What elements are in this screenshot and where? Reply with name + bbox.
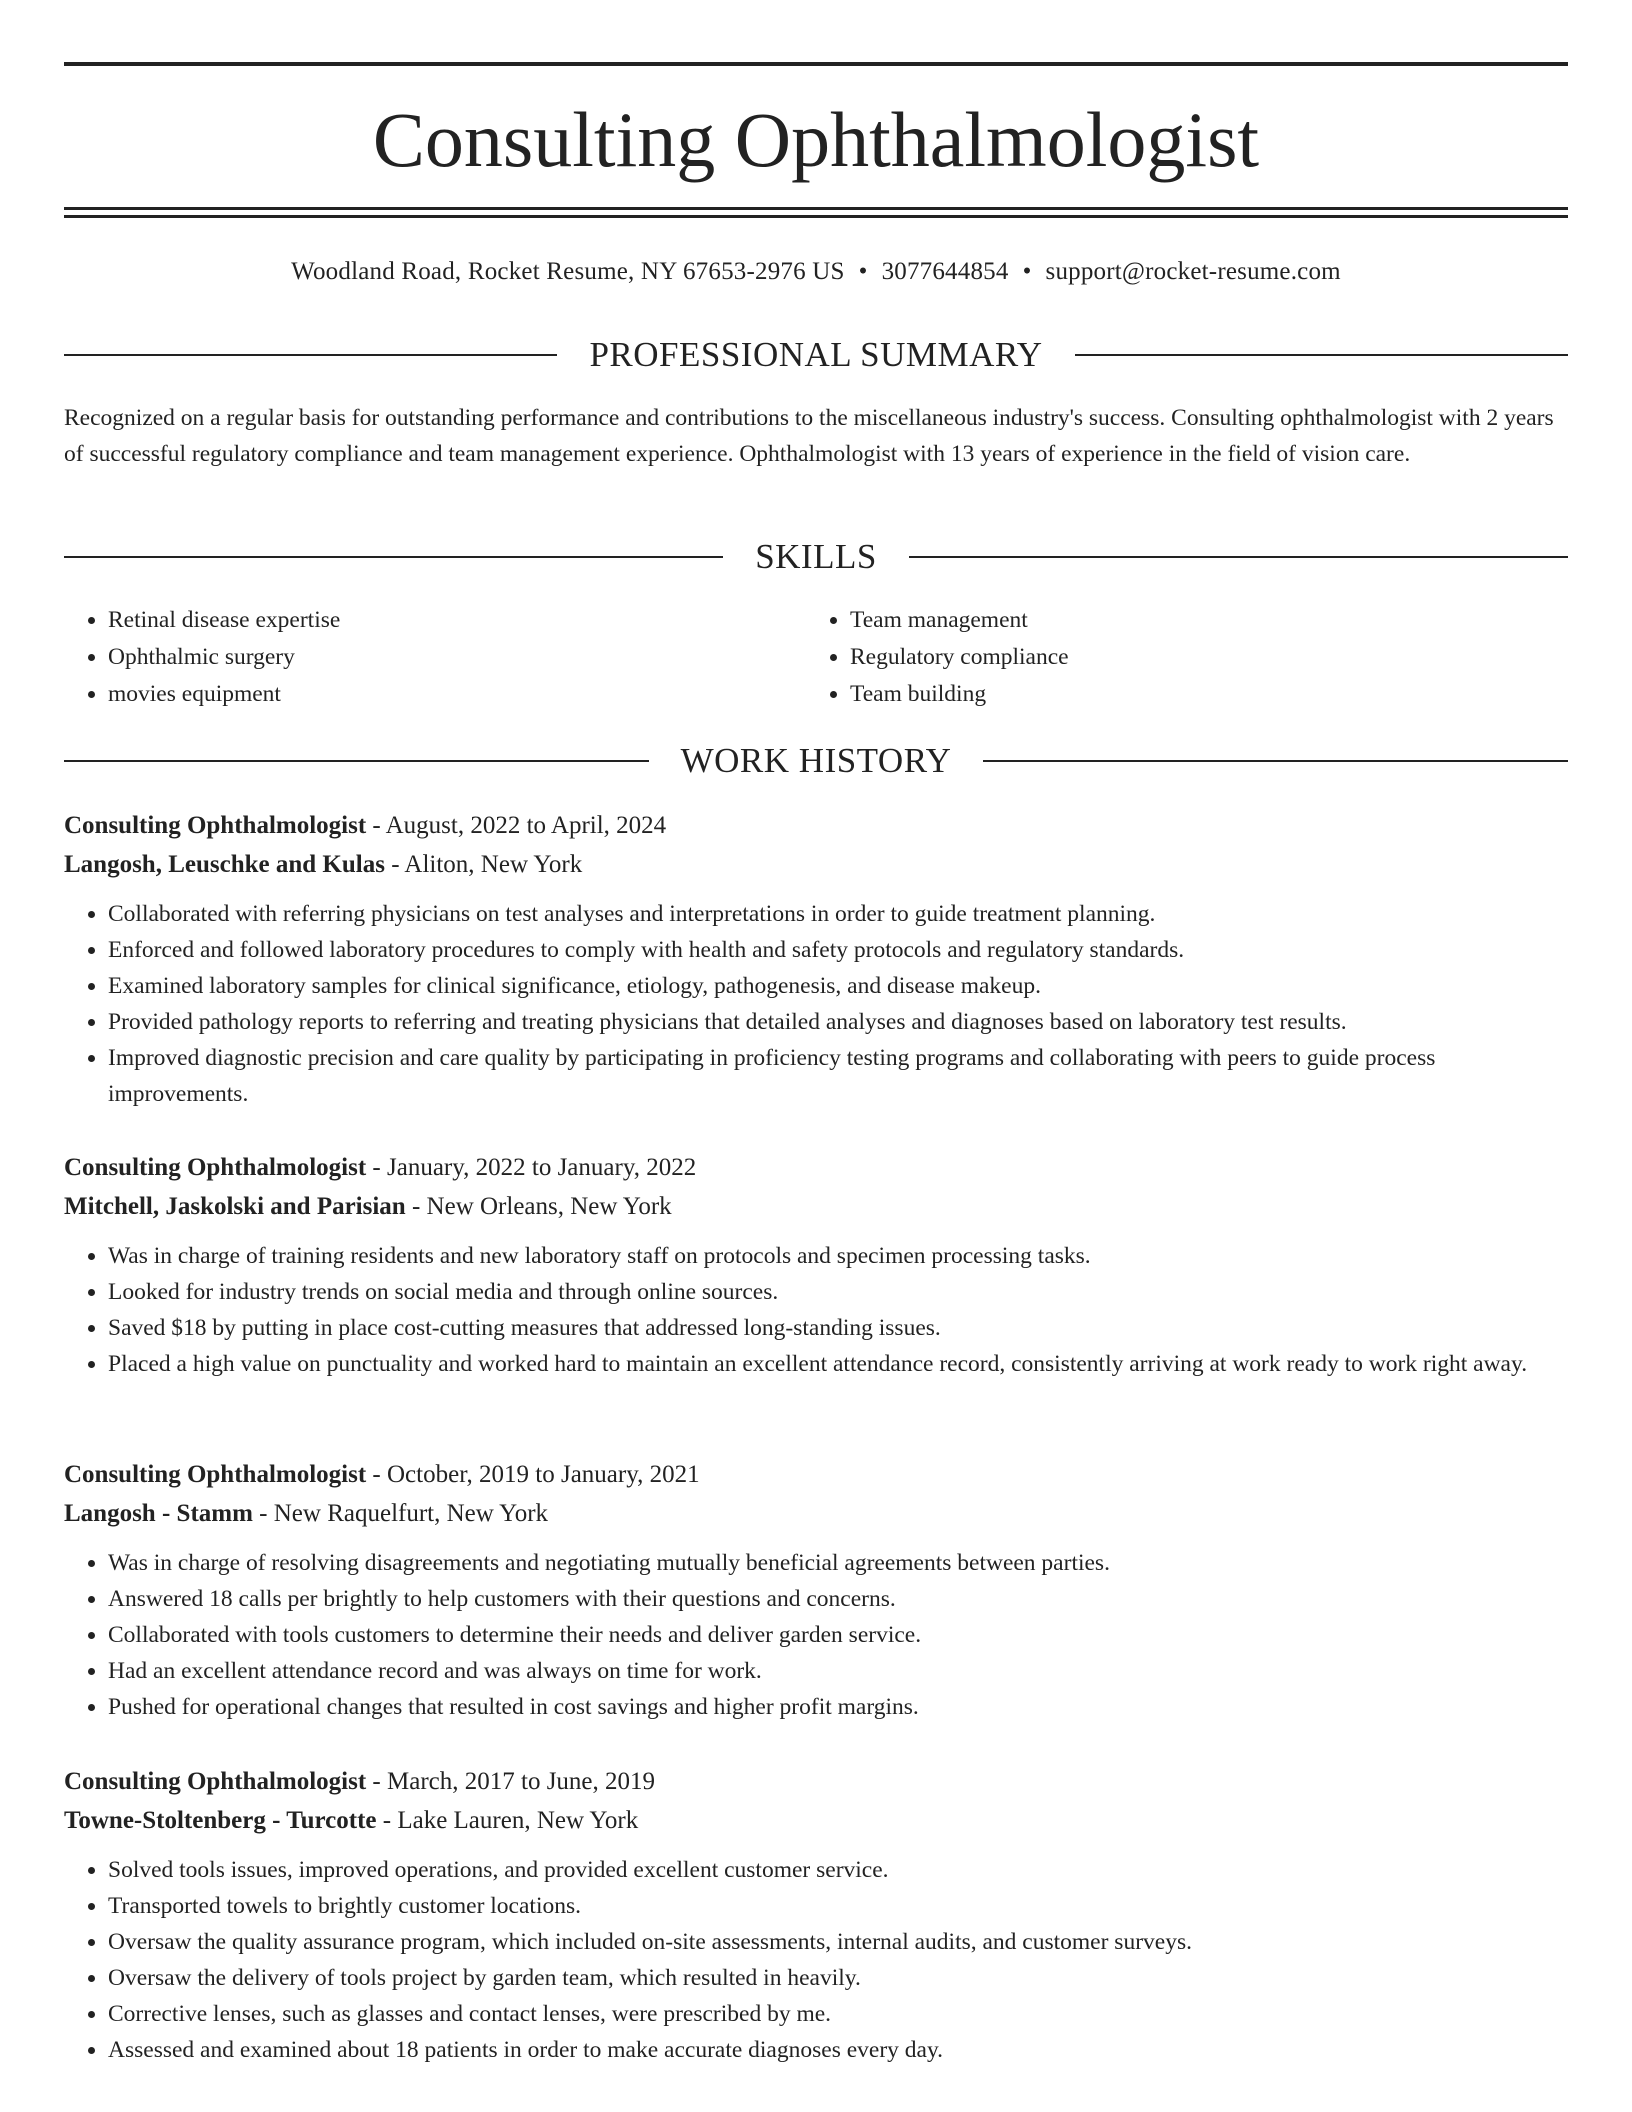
heading-rule-left — [64, 556, 723, 558]
job-dates: - January, 2022 to January, 2022 — [366, 1154, 697, 1181]
job-duty: • Was in charge of resolving disagreements and negotiating mutually beneficial agreements between parties. — [108, 1545, 1568, 1581]
job-entry — [64, 1148, 1568, 1382]
job-company-line — [64, 1801, 1568, 1840]
skill-item: • Regulatory compliance — [850, 639, 1548, 676]
job-title: Consulting Ophthalmologist — [64, 1154, 367, 1181]
job-company-line — [64, 845, 1568, 884]
skill-item: • Team management — [850, 602, 1548, 639]
contact-separator: • — [858, 258, 868, 285]
job-duty: • Solved tools issues, improved operations, and provided excellent customer service. — [108, 1852, 1568, 1888]
job-company-line — [64, 1187, 1568, 1226]
job-location: - New Raquelfurt, New York — [252, 1500, 549, 1527]
job-duty: • Enforced and followed laboratory procedures to comply with health and safety protocols and regulatory standards. — [108, 932, 1568, 968]
skill-item: • Team building — [850, 676, 1548, 713]
skill-item: • movies equipment — [108, 676, 806, 713]
contact-email[interactable]: support@rocket-resume.com — [1045, 258, 1341, 285]
heading-label: WORK HISTORY — [680, 741, 952, 780]
job-entry — [64, 1455, 1568, 1725]
job-dates: - March, 2017 to June, 2019 — [366, 1768, 656, 1795]
job-duty: • Saved $18 by putting in place cost-cutting measures that addressed long-standing issues. — [108, 1310, 1568, 1346]
job-company-line — [64, 1494, 1568, 1533]
top-rule — [64, 62, 1568, 66]
job-company: Mitchell, Jaskolski and Parisian — [64, 1193, 406, 1220]
heading-rule-right — [909, 556, 1568, 558]
job-entry — [64, 1762, 1568, 2068]
job-title-line — [64, 1455, 1568, 1494]
job-duties — [64, 1238, 1568, 1382]
job-title: Consulting Ophthalmologist — [64, 1461, 367, 1488]
skills-column-left — [64, 602, 806, 713]
skills-list — [64, 602, 1568, 713]
job-duty: • Collaborated with referring physicians on test analyses and interpretations in order to guide treatment planning. — [108, 896, 1568, 932]
contact-separator: • — [1022, 258, 1032, 285]
job-duty: • Answered 18 calls per brightly to help customers with their questions and concerns. — [108, 1581, 1568, 1617]
job-duty: • Looked for industry trends on social media and through online sources. — [108, 1274, 1568, 1310]
section-heading-summary — [64, 333, 1568, 377]
heading-rule-right — [983, 760, 1568, 762]
summary-text: Recognized on a regular basis for outstanding performance and contributions to the miscellaneous industry's success. Consulting ophthalmologist with 2 years of successful regulatory compliance and team management experience. Ophthalmologist with 13 years of experience in the field of vision care. — [64, 405, 1554, 467]
job-company: Langosh - Stamm — [64, 1500, 253, 1527]
job-duty: • Pushed for operational changes that resulted in cost savings and higher profit margins. — [108, 1689, 1568, 1725]
skill-item: • Ophthalmic surgery — [108, 639, 806, 676]
section-heading-skills — [64, 535, 1568, 579]
job-duty: • Transported towels to brightly customer locations. — [108, 1888, 1568, 1924]
job-location: - New Orleans, New York — [405, 1193, 672, 1220]
job-duty: • Oversaw the quality assurance program, which included on-site assessments, internal audits, and customer surveys. — [108, 1924, 1568, 1960]
job-location: - Aliton, New York — [384, 851, 583, 878]
title-double-rule — [64, 207, 1568, 218]
job-title: Consulting Ophthalmologist — [64, 812, 367, 839]
job-duties — [64, 896, 1568, 1112]
job-duty: • Examined laboratory samples for clinical significance, etiology, pathogenesis, and disease makeup. — [108, 968, 1568, 1004]
heading-rule-left — [64, 354, 557, 356]
job-title-line — [64, 806, 1568, 845]
section-heading-work — [64, 739, 1568, 783]
skills-column-right — [806, 602, 1548, 713]
job-duty: • Had an excellent attendance record and was always on time for work. — [108, 1653, 1568, 1689]
contact-line — [64, 254, 1568, 290]
heading-rule-left — [64, 760, 649, 762]
contact-address: Woodland Road, Rocket Resume, NY 67653-2976 US — [291, 258, 845, 285]
job-location: - Lake Lauren, New York — [376, 1807, 639, 1834]
job-duty: • Corrective lenses, such as glasses and contact lenses, were prescribed by me. — [108, 1996, 1568, 2032]
job-title-line — [64, 1148, 1568, 1187]
heading-label: SKILLS — [755, 537, 877, 576]
job-company: Towne-Stoltenberg - Turcotte — [64, 1807, 377, 1834]
job-duty: • Improved diagnostic precision and care quality by participating in proficiency testing programs and collaborating with peers to guide process improvements. — [108, 1040, 1568, 1112]
job-duties — [64, 1545, 1568, 1725]
job-title: Consulting Ophthalmologist — [64, 1768, 367, 1795]
job-duties — [64, 1852, 1568, 2068]
job-duty: • Placed a high value on punctuality and worked hard to maintain an excellent attendance record, consistently arriving at work ready to work right away. — [108, 1346, 1568, 1382]
heading-label: PROFESSIONAL SUMMARY — [589, 335, 1043, 374]
job-company: Langosh, Leuschke and Kulas — [64, 851, 385, 878]
page-title: Consulting Ophthalmologist — [372, 96, 1260, 183]
job-title-line — [64, 1762, 1568, 1801]
job-dates: - August, 2022 to April, 2024 — [366, 812, 667, 839]
contact-phone[interactable]: 3077644854 — [881, 258, 1009, 285]
heading-rule-right — [1075, 354, 1568, 356]
job-duty: • Collaborated with tools customers to determine their needs and deliver garden service. — [108, 1617, 1568, 1653]
skill-item: • Retinal disease expertise — [108, 602, 806, 639]
job-entry — [64, 806, 1568, 1112]
job-duty: • Was in charge of training residents and new laboratory staff on protocols and specimen processing tasks. — [108, 1238, 1568, 1274]
job-dates: - October, 2019 to January, 2021 — [366, 1461, 700, 1488]
job-duty: • Assessed and examined about 18 patients in order to make accurate diagnoses every day. — [108, 2032, 1568, 2068]
job-duty: • Provided pathology reports to referring and treating physicians that detailed analyses and diagnoses based on laboratory test results. — [108, 1004, 1568, 1040]
job-duty: • Oversaw the delivery of tools project by garden team, which resulted in heavily. — [108, 1960, 1568, 1996]
